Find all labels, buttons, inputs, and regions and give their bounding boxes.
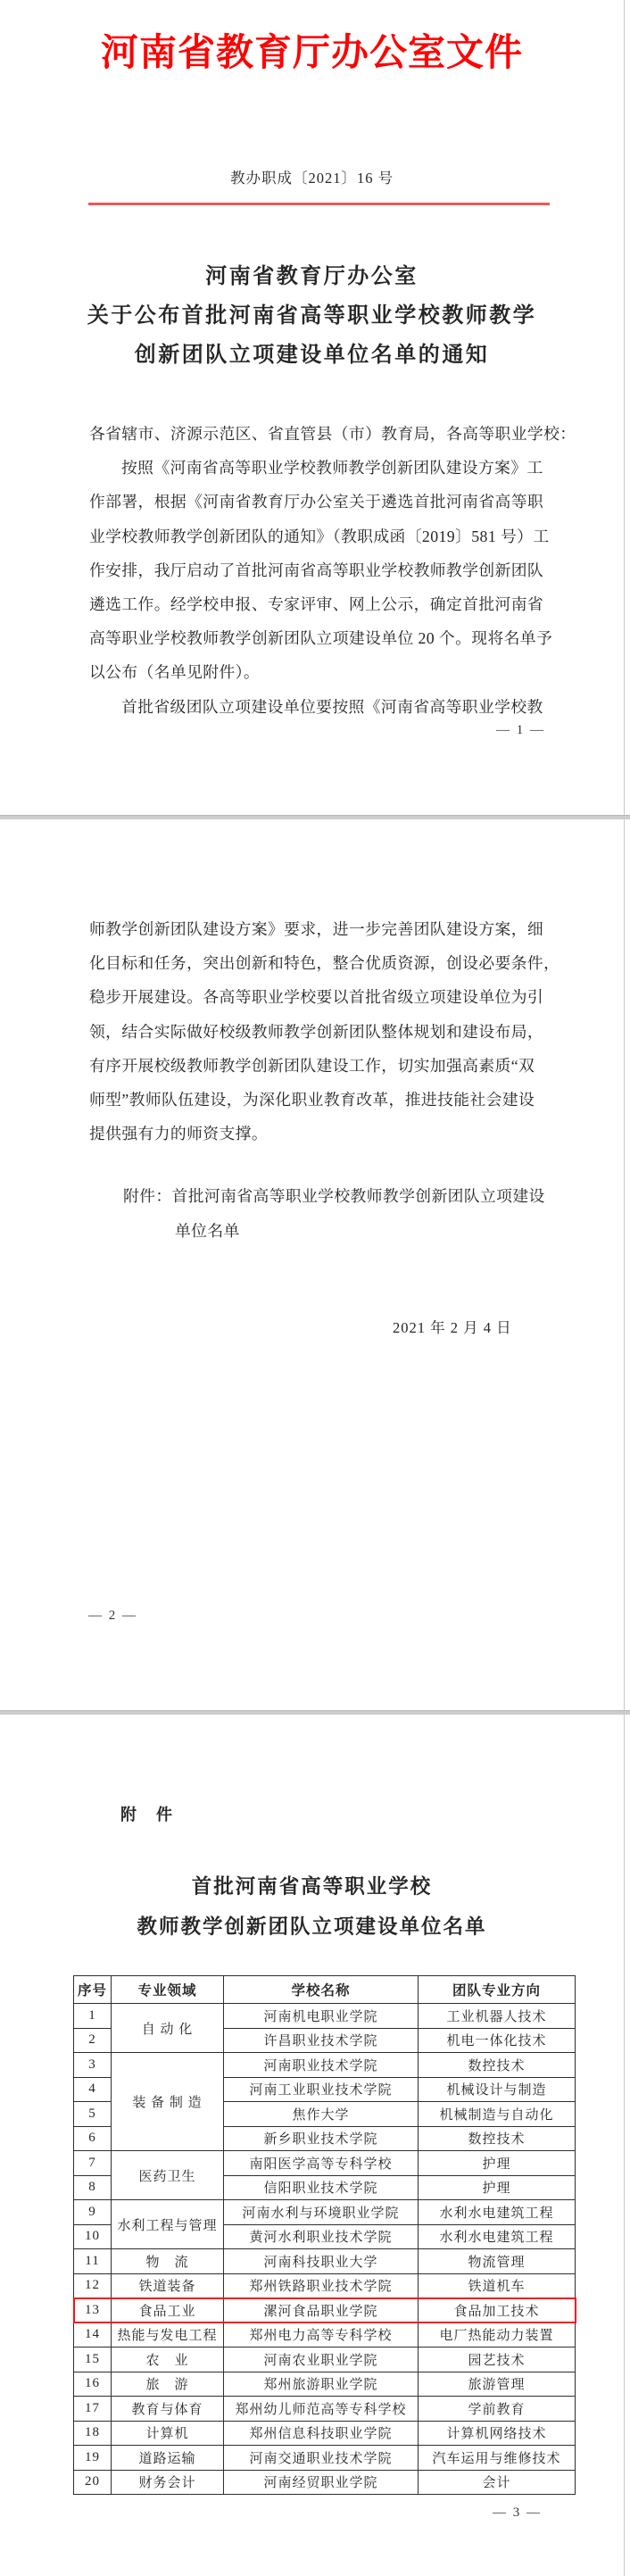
page1-body-text — [89, 417, 576, 724]
roster-row — [74, 2470, 576, 2495]
roster-cell-direction: 园艺技术 — [419, 2347, 576, 2372]
roster-cell-school: 郑州幼儿师范高等专科学校 — [224, 2397, 419, 2422]
red-divider-rule — [88, 203, 550, 205]
roster-cell-school: 信阳职业技术学院 — [224, 2175, 419, 2200]
roster-cell-direction: 护理 — [419, 2175, 576, 2200]
roster-cell-school: 郑州旅游职业学院 — [224, 2372, 419, 2397]
roster-row — [74, 2421, 576, 2446]
roster-row — [74, 2273, 576, 2298]
roster-cell-no: 18 — [74, 2421, 112, 2446]
roster-cell-no: 4 — [74, 2077, 112, 2102]
roster-cell-direction: 铁道机车 — [419, 2273, 576, 2298]
roster-cell-field: 农 业 — [112, 2347, 224, 2372]
attachment-title-line: 首批河南省高等职业学校 — [191, 1875, 433, 1898]
doc-number: 教办职成〔2021〕16 号 — [229, 170, 394, 187]
body-line: 领，结合实际做好校级教师教学创新团队整体规划和建设布局， — [89, 1022, 544, 1041]
roster-cell-no: 1 — [74, 2004, 112, 2029]
roster-header-cell: 序号 — [74, 1976, 112, 2004]
roster-cell-school: 河南经贸职业学院 — [224, 2470, 419, 2495]
roster-row — [74, 2347, 576, 2372]
roster-cell-field: 热能与发电工程 — [112, 2323, 224, 2347]
roster-cell-direction: 电厂热能动力装置 — [419, 2323, 576, 2347]
roster-cell-school: 河南职业技术学院 — [224, 2053, 419, 2078]
roster-row — [74, 2323, 576, 2347]
roster-cell-field: 铁道装备 — [112, 2273, 224, 2298]
roster-cell-school: 河南交通职业技术学院 — [224, 2446, 419, 2471]
roster-cell-direction: 数控技术 — [419, 2053, 576, 2078]
body-line: 师教学创新团队建设方案》要求，进一步完善团队建设方案，细 — [89, 920, 544, 938]
roster-header-row — [74, 1976, 576, 2004]
roster-cell-direction: 食品加工技术 — [419, 2298, 576, 2323]
body-line: 稳步开展建设。各高等职业学校要以首批省级立项建设单位为引 — [89, 988, 544, 1007]
roster-cell-field: 装 备 制 造 — [112, 2053, 224, 2151]
roster-cell-direction: 机电一体化技术 — [419, 2028, 576, 2053]
roster-cell-direction: 旅游管理 — [419, 2372, 576, 2397]
body-line: 按照《河南省高等职业学校教师教学创新团队建设方案》工 — [121, 459, 543, 478]
roster-header-cell: 学校名称 — [224, 1976, 419, 2004]
roster-cell-school: 新乡职业技术学院 — [224, 2126, 419, 2151]
roster-cell-school: 郑州电力高等专科学校 — [224, 2323, 419, 2347]
roster-cell-field: 医药卫生 — [112, 2151, 224, 2200]
roster-cell-field: 道路运输 — [112, 2446, 224, 2471]
body-line: 作安排，我厅启动了首批河南省高等职业学校教师教学创新团队 — [89, 561, 544, 579]
page-3 — [0, 1715, 625, 2576]
roster-header-cell: 专业领域 — [112, 1976, 224, 2004]
roster-cell-school: 河南工业职业技术学院 — [224, 2077, 419, 2102]
roster-table — [73, 1975, 576, 2495]
roster-cell-no: 10 — [74, 2224, 112, 2249]
roster-cell-direction: 计算机网络技术 — [419, 2421, 576, 2446]
roster-cell-direction: 工业机器人技术 — [419, 2004, 576, 2029]
roster-row — [74, 2372, 576, 2397]
roster-cell-school: 许昌职业技术学院 — [224, 2028, 419, 2053]
body-line: 高等职业学校教师教学创新团队立项建设单位 20 个。现将名单予 — [89, 629, 553, 648]
notice-title-line: 创新团队立项建设单位名单的通知 — [134, 344, 490, 367]
roster-cell-no: 6 — [74, 2126, 112, 2151]
roster-cell-no: 5 — [74, 2102, 112, 2127]
roster-cell-direction: 水利水电建筑工程 — [419, 2200, 576, 2225]
body-line: 作部署，根据《河南省教育厅办公室关于遴选首批河南省高等职 — [89, 493, 544, 511]
roster-cell-field: 水利工程与管理 — [112, 2200, 224, 2249]
roster-cell-no: 2 — [74, 2028, 112, 2053]
body-line: 有序开展校级教师教学创新团队建设工作，切实加强高素质“双 — [89, 1056, 535, 1075]
page2-body-text — [89, 912, 558, 1151]
issue-date: 2021 年 2 月 4 日 — [393, 1319, 512, 1336]
notice-title — [0, 257, 624, 375]
roster-row — [74, 2397, 576, 2422]
roster-cell-school: 河南科技职业大学 — [224, 2249, 419, 2274]
notice-title-line: 关于公布首批河南省高等职业学校教师教学 — [87, 304, 537, 328]
roster-row — [74, 2249, 576, 2274]
roster-cell-no: 19 — [74, 2446, 112, 2471]
roster-cell-school: 郑州铁路职业技术学院 — [224, 2273, 419, 2298]
roster-cell-direction: 护理 — [419, 2151, 576, 2176]
roster-cell-no: 3 — [74, 2053, 112, 2078]
page-number-1: — 1 — — [496, 723, 545, 737]
attachment-note-line1: 附件：首批河南省高等职业学校教师教学创新团队立项建设 — [123, 1187, 545, 1205]
roster-cell-school: 黄河水利职业技术学院 — [224, 2224, 419, 2249]
roster-cell-school: 漯河食品职业学院 — [224, 2298, 419, 2323]
roster-cell-school: 河南机电职业学院 — [224, 2004, 419, 2029]
roster-cell-field: 教育与体育 — [112, 2397, 224, 2422]
roster-cell-no: 16 — [74, 2372, 112, 2397]
roster-cell-direction: 水利水电建筑工程 — [419, 2224, 576, 2249]
roster-row — [74, 2200, 576, 2225]
roster-cell-field: 食品工业 — [112, 2298, 224, 2323]
roster-row-highlighted — [74, 2298, 576, 2323]
roster-cell-no: 11 — [74, 2249, 112, 2274]
roster-header-cell: 团队专业方向 — [419, 1976, 576, 2004]
body-line: 以公布（名单见附件）。 — [89, 663, 261, 682]
body-line: 各省辖市、济源示范区、省直管县（市）教育局，各高等职业学校： — [89, 425, 576, 443]
letterhead-title: 河南省教育厅办公室文件 — [100, 33, 523, 74]
roster-cell-no: 12 — [74, 2273, 112, 2298]
roster-cell-school: 河南农业职业学院 — [224, 2347, 419, 2372]
page-1 — [0, 0, 625, 815]
roster-cell-direction: 机械设计与制造 — [419, 2077, 576, 2102]
roster-cell-field: 自 动 化 — [112, 2004, 224, 2053]
roster-cell-no: 7 — [74, 2151, 112, 2176]
page-number-3: — 3 — — [493, 2505, 542, 2520]
body-line: 首批省级团队立项建设单位要按照《河南省高等职业学校教 — [121, 697, 543, 716]
roster-cell-no: 17 — [74, 2397, 112, 2422]
attachment-label: 附 件 — [120, 1806, 174, 1824]
body-line: 师型”教师队伍建设，为深化职业教育改革，推进技能社会建设 — [89, 1090, 535, 1109]
roster-cell-school: 郑州信息科技职业学院 — [224, 2421, 419, 2446]
attachment-note-line2: 单位名单 — [175, 1222, 240, 1240]
body-line: 业学校教师教学创新团队的通知》（教职成函〔2019〕581 号）工 — [89, 527, 550, 545]
roster-row — [74, 2053, 576, 2078]
roster-cell-no: 13 — [74, 2298, 112, 2323]
roster-row — [74, 2151, 576, 2176]
roster-cell-no: 15 — [74, 2347, 112, 2372]
body-line: 提供强有力的师资支撑。 — [89, 1125, 268, 1143]
roster-cell-school: 河南水利与环境职业学院 — [224, 2200, 419, 2225]
roster-cell-no: 20 — [74, 2470, 112, 2495]
body-line: 遴选工作。经学校申报、专家评审、网上公示，确定首批河南省 — [89, 594, 544, 613]
notice-title-line: 河南省教育厅办公室 — [205, 265, 419, 288]
roster-cell-direction: 汽车运用与维修技术 — [419, 2446, 576, 2471]
body-line: 化目标和任务，突出创新和特色，整合优质资源，创设必要条件， — [89, 954, 560, 973]
roster-cell-school: 焦作大学 — [224, 2102, 419, 2127]
roster-cell-no: 9 — [74, 2200, 112, 2225]
roster-cell-direction: 物流管理 — [419, 2249, 576, 2274]
roster-cell-direction: 学前教育 — [419, 2397, 576, 2422]
page-number-2: — 2 — — [88, 1608, 137, 1623]
roster-cell-field: 物 流 — [112, 2249, 224, 2274]
roster-cell-no: 14 — [74, 2323, 112, 2347]
roster-cell-direction: 机械制造与自动化 — [419, 2102, 576, 2127]
roster-cell-direction: 会计 — [419, 2470, 576, 2495]
roster-cell-field: 计算机 — [112, 2421, 224, 2446]
attachment-title — [0, 1866, 624, 1947]
roster-row — [74, 2004, 576, 2029]
roster-cell-school: 南阳医学高等专科学校 — [224, 2151, 419, 2176]
roster-cell-no: 8 — [74, 2175, 112, 2200]
roster-cell-field: 财务会计 — [112, 2470, 224, 2495]
roster-row — [74, 2446, 576, 2471]
roster-cell-direction: 数控技术 — [419, 2126, 576, 2151]
roster-cell-field: 旅 游 — [112, 2372, 224, 2397]
attachment-title-line: 教师教学创新团队立项建设单位名单 — [137, 1915, 487, 1938]
page-2 — [0, 819, 625, 1710]
